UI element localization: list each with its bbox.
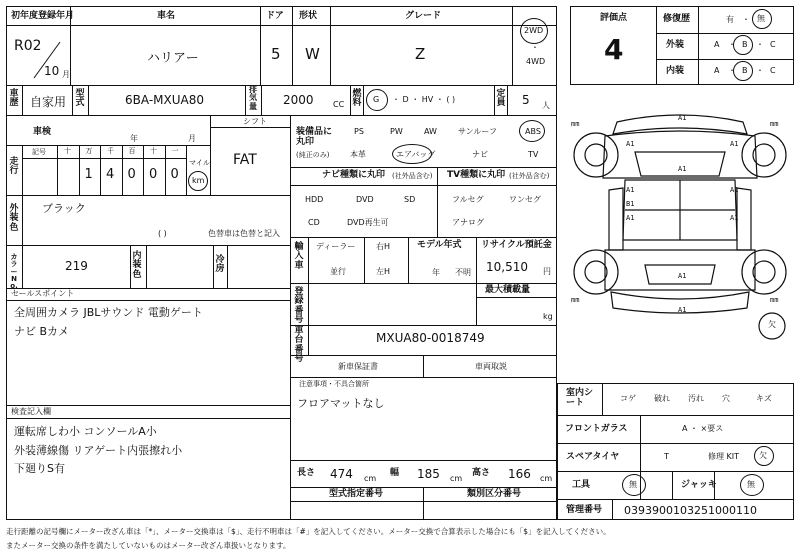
spare-none: 欠 [759,451,767,460]
tools-label: 工具 [572,480,591,490]
exterior-label: 外装 [666,40,685,50]
mileage-col-divider [186,145,187,195]
first-reg-month-unit: 月 [62,70,70,79]
tools-value: 無 [629,480,637,489]
mileage-digit: 0 [127,167,136,182]
model-year-label: モデル年式 [417,240,462,250]
equipment-item: PW [390,127,403,136]
drive-4wd: 4WD [526,57,546,66]
diagram-mark-10: A1 [678,272,687,280]
mileage-col-divider [165,145,166,195]
mileage-digit: 0 [170,167,179,182]
displacement-label: 排気量 [249,85,257,111]
mileage-digit-header: 百 [128,147,136,155]
grade-b-circle [733,61,753,81]
recycle-label: リサイクル預託金 [481,240,552,250]
height-unit: cm [540,474,553,483]
diagram-mark-6: A1 [730,186,739,194]
width-unit: cm [450,474,463,483]
mileage-digit-header: 十 [64,147,71,155]
import-dealer: ディーラー [316,242,356,251]
grade-b-circle [733,35,753,55]
equipment-item: サンルーフ [458,127,497,136]
max-load-unit: kg [543,312,553,321]
reg-no-label: 登録番号 [294,287,304,326]
footer-line-2: またメーター交換の条件を満たしていないものはメーター改ざん車扱いとなります。 [6,541,291,550]
tv-option: アナログ [452,218,484,227]
glass-label: フロントガラス [565,424,628,434]
recycle-yen: 円 [543,267,551,276]
class-no-label: 類別区分番号 [467,489,522,499]
model-value: 6BA-MXUA80 [125,93,204,107]
color-paren: ( ) [158,229,167,238]
chassis-label: 車台番号 [294,326,304,365]
repair-yes: 有 [726,15,734,24]
capacity-label: 定員 [496,89,506,109]
repair-no: 無 [757,14,765,23]
seat-option: コゲ [620,394,636,403]
color-value: ブラック [42,202,86,215]
mileage-sub-label: 記号 [32,148,46,156]
navi-option: SD [404,195,416,204]
glass-value: A ・ ×要ス [682,424,724,433]
grade-label: グレード [405,11,442,21]
inspector-line-2: 外装薄線傷 リアゲート内張擦れ小 [14,444,183,457]
navi-header: ナビ種類に丸印 [322,170,386,180]
navi-option: DVD再生可 [347,218,389,227]
score-label: 評価点 [600,13,628,23]
grade-option: B [742,66,748,75]
door-value: 5 [271,45,281,63]
wheel-mm-rr: mm [770,296,779,304]
diagram-mark-2: A1 [626,140,635,148]
tv-header-sub: (社外品含む) [509,172,550,180]
equipment-item: AW [424,127,437,136]
equipment-item: PS [354,127,364,136]
mileage-digit-header: 一 [171,147,179,155]
equipment-label: 装備品に丸印 [296,127,333,147]
fuel-label: 燃料 [352,89,362,109]
grade-option: A [714,66,720,75]
width-value: 185 [417,467,440,481]
color-no-value: 219 [65,259,88,273]
grade-option: B [742,40,748,49]
mileage-col-divider [79,145,80,195]
wheel-mm-rl: mm [571,296,580,304]
navi-option: HDD [305,195,324,204]
inspector-label: 検査記入欄 [11,407,51,416]
mileage-digit: 0 [149,167,158,182]
grade-sep: ・ [756,66,764,75]
height-value: 166 [508,467,531,481]
wheel-mm-fl: mm [571,120,580,128]
mileage-col-divider [100,145,101,195]
mileage-label: 走行 [9,157,19,177]
spare-t: T [664,452,669,461]
spare-kit: 修理 KIT [708,452,740,461]
shape-value: W [305,45,320,63]
seat-option: 穴 [722,394,730,403]
model-label: 型式 [75,89,85,109]
grade-sep: ・ [756,40,764,49]
diagram-mark-8: A1 [626,214,635,222]
import-label: 輸入車 [294,242,304,271]
diagram-mark-1: A1 [678,114,687,122]
abs-circle [519,120,545,142]
shift-label: シフト [243,117,267,126]
mileage-digit-header: 十 [150,147,157,155]
diagram-mark-9: A1 [730,214,739,222]
vehicle-type-value: 自家用 [30,95,67,109]
ac-label: 冷房 [215,255,225,275]
width-label: 幅 [390,468,400,478]
mileage-col-divider [122,145,123,195]
drive-2wd: 2WD [524,26,544,35]
height-label: 高さ [472,468,491,478]
diagram-mark-5: A1 [626,186,635,194]
capacity-unit: 人 [542,101,550,110]
inspection-label: 車検 [33,127,52,137]
spare-label: スペアタイヤ [566,452,620,462]
chassis-value: MXUA80-0018749 [376,331,485,345]
displacement-value: 2000 [283,93,314,107]
equipment-item: 本革 [350,150,366,159]
recycle-value: 10,510 [486,260,528,274]
shape-label: 形状 [299,11,318,21]
wheel-mm-fr: mm [770,120,779,128]
manual-label: 車両取説 [475,362,507,371]
import-parallel: 並行 [330,267,346,276]
mileage-digit: 4 [106,167,115,182]
warranty-label: 新車保証書 [338,362,378,371]
equipment-item: ナビ [472,150,488,159]
repair-dot: ・ [742,15,750,24]
grade-option: C [770,66,776,75]
inspector-line-3: 下廻りS有 [14,462,65,475]
repair-label: 修復歴 [663,14,691,24]
length-label: 長さ [297,468,316,478]
mile-label: マイル [189,159,210,167]
spare-mark: 欠 [768,320,776,329]
mileage-col-divider [143,145,144,195]
equipment-item: TV [528,150,539,159]
first-reg-month: 10 [44,64,60,78]
airbag-circle [392,144,432,164]
equipment-item: エアバッグ [396,150,436,159]
color-label: 外装色 [9,204,19,233]
mgmt-label: 管理番号 [566,505,603,515]
seat-option: 破れ [654,394,670,403]
equipment-item: ABS [525,127,541,136]
model-year-unit: 年 [432,268,440,277]
sales-point-line-2: ナビ Bカメ [14,325,70,338]
mileage-digit-header: 万 [85,147,93,155]
color-change-note: 色替車は色替と記入 [208,229,280,238]
first-reg-era: R02 [14,38,42,54]
import-left-h: 左H [376,267,391,276]
length-value: 474 [330,467,353,481]
color-no-label: カラーNo. [10,253,18,291]
diagram-mark-4: A1 [678,165,687,173]
tv-option: フルセグ [452,195,484,204]
sales-point-line-1: 全周囲カメラ JBLサウンド 電動ゲート [14,306,203,319]
mgmt-value: 0393900103251000110 [624,504,757,517]
interior-label: 内装 [666,66,685,76]
vehicle-type-label: 車歴 [9,89,19,109]
navi-option: DVD [356,195,374,204]
notes-label: 注意事項・不具合箇所 [299,380,369,388]
jack-label: ジャッキ [681,480,717,490]
type-no-label: 型式指定番号 [329,489,384,499]
tv-option: ワンセグ [509,195,541,204]
inspection-month-unit: 月 [188,134,196,143]
mileage-digit: 1 [84,167,93,182]
diagram-mark-11: A1 [678,306,687,314]
jack-value: 無 [747,480,755,489]
km-label: km [192,176,205,185]
diagram-mark-7: B1 [626,200,635,208]
drive-sep: ・ [531,43,539,52]
tv-header: TV種類に丸印 [447,170,506,180]
door-label: ドア [266,11,284,21]
grade-option: A [714,40,720,49]
displacement-unit: CC [333,100,345,109]
grade-sep: ・ [728,66,736,75]
grade-option: C [770,40,776,49]
diagram-mark-3: A1 [730,140,739,148]
footer-line-1: 走行距離の記号欄にメーター改ざん車は「*」、メーター交換車は「$」、走行不明車は「#」を記入してください。メーター交換で合算表示した場合にも「$」を記入してください。 [6,527,611,536]
inspector-line-1: 運転席しわ小 コンソールA小 [14,425,157,438]
notes-value: フロアマットなし [297,397,385,410]
fuel-options: ・ D ・ HV ・ ( ) [392,95,456,104]
model-year-unknown: 不明 [455,268,471,277]
mileage-digit-header: 千 [107,147,114,155]
navi-option: CD [308,218,320,227]
score-value: 4 [604,33,624,66]
car-name-label: 車名 [157,11,176,21]
capacity-value: 5 [522,93,530,107]
inspection-year-unit: 年 [130,134,138,143]
first-reg-label: 初年度登録年月 [11,11,75,21]
seat-option: キズ [756,394,772,403]
navi-header-sub: (社外品含む) [392,172,433,180]
grade-sep: ・ [728,40,736,49]
seat-option: 汚れ [688,394,704,403]
max-load-label: 最大積載量 [485,285,531,295]
fuel-g: G [373,95,380,104]
seat-label: 室内シート [566,388,594,408]
grade-value: Z [415,45,426,63]
import-right-h: 右H [376,242,391,251]
equipment-sub-label: (純正のみ) [296,151,330,159]
sales-points-label: セールスポイント [11,289,75,298]
car-name-value: ハリアー [147,51,199,66]
interior-color-label: 内装色 [132,251,142,280]
length-unit: cm [364,474,377,483]
shift-value: FAT [233,152,257,168]
